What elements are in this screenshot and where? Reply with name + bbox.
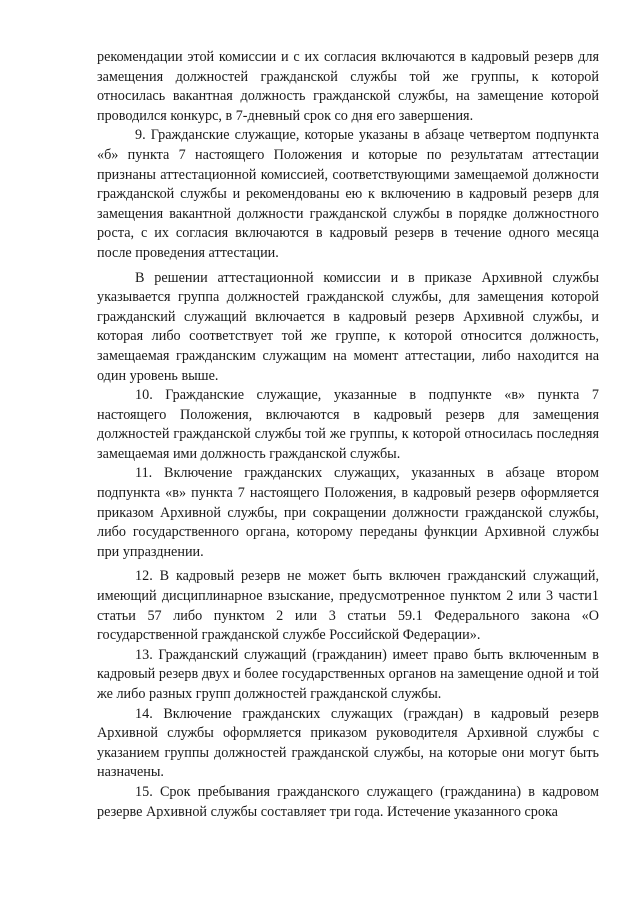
- paragraph-item-11: 11. Включение гражданских служащих, указанных в абзаце втором подпункта «в» пункта 7 настоящего Положения, в кадровый резерв оформляется приказом Архивной службы, при сокращении должности гражданской службы, либо государственного органа, которому переданы функции Архивной службы при упразднении.: [97, 465, 599, 560]
- document-body: [97, 48, 599, 822]
- paragraph-item-14: 14. Включение гражданских служащих (граждан) в кадровый резерв Архивной службы оформляется приказом руководителя Архивной службы с указанием группы должностей гражданской службы, на которые они могут быть назначены.: [97, 705, 599, 781]
- paragraph-attestation-decision: В решении аттестационной комиссии и в приказе Архивной службы указывается группа должностей гражданской службы, для замещения которой гражданский служащий включается в кадровый резерв Архивной службы, и которая либо соответствует той же группе, к которой относится должность, замещаемая гражданским служащим на момент аттестации, либо находится на один уровень выше.: [97, 269, 599, 384]
- paragraph-item-13: 13. Гражданский служащий (гражданин) имеет право быть включенным в кадровый резерв двух и более государственных органов на замещение одной и той же либо разных групп должностей гражданской службы.: [97, 646, 599, 702]
- paragraph-continuation: рекомендации этой комиссии и с их согласия включаются в кадровый резерв для замещения должностей гражданской службы той же группы, к которой относилась вакантная должность гражданской службы, на замещение которой проводился конкурс, в 7-дневный срок со дня его завершения.: [97, 49, 599, 124]
- paragraph-item-12: 12. В кадровый резерв не может быть включен гражданский служащий, имеющий дисциплинарное взыскание, предусмотренное пунктом 2 или 3 части1 статьи 57 либо пунктом 2 или 3 статьи 59.1 Федерального закона «О государственной гражданской службе Российской Федерации».: [97, 568, 599, 644]
- paragraph-item-9: 9. Гражданские служащие, которые указаны в абзаце четвертом подпункта «б» пункта 7 настоящего Положения и которые по результатам аттестации признаны аттестационной комиссией, соответствующими замещаемой должности гражданской службы и рекомендованы ею к включению в кадровый резерв для замещения вакантной должности гражданской службы в порядке должностного роста, с их согласия включаются в кадровый резерв в течение одного месяца после проведения аттестации.: [97, 127, 599, 261]
- paragraph-item-10: 10. Гражданские служащие, указанные в подпункте «в» пункта 7 настоящего Положения, включаются в кадровый резерв для замещения должностей гражданской службы той же группы, к которой относилась последняя замещаемая ими должность гражданской службы.: [97, 387, 599, 462]
- paragraph-item-15: 15. Срок пребывания гражданского служащего (гражданина) в кадровом резерве Архивной службы составляет три года. Истечение указанного срока: [97, 783, 599, 820]
